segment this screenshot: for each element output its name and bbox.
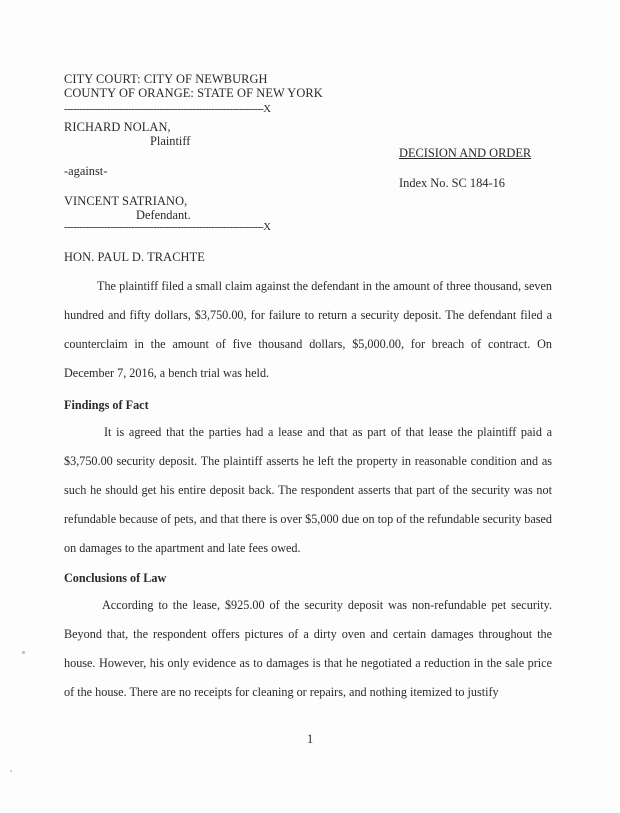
conclusions-paragraph (64, 591, 552, 707)
against-label: -against- (64, 164, 108, 178)
plaintiff-role: Plaintiff (150, 134, 191, 148)
scan-speck (10, 770, 12, 772)
page-number: 1 (307, 732, 314, 746)
caption-divider-bottom: -----------------------------------------------------------------X (64, 221, 271, 233)
court-name: CITY COURT: CITY OF NEWBURGH (64, 72, 268, 86)
scan-speck (22, 651, 25, 654)
conclusions-heading: Conclusions of Law (64, 571, 167, 585)
findings-heading: Findings of Fact (64, 398, 149, 412)
intro-paragraph (64, 272, 552, 388)
caption-divider-top: -----------------------------------------------------------------X (64, 103, 271, 115)
findings-text: It is agreed that the parties had a lease and that as part of that lease the plaintiff paid a $3,750.00 security deposit. The plaintiff asserts he left the property in reasonable condition and as such he should get his entire deposit back. The respondent asserts that part of the security was not refundable because of pets, and that there is over $5,000 due on top of the refundable security based on damages to the apartment and late fees owed. (64, 425, 552, 555)
findings-paragraph (64, 418, 552, 563)
document-title: DECISION AND ORDER (399, 146, 532, 160)
judge-name: HON. PAUL D. TRACHTE (64, 250, 205, 264)
intro-text: The plaintiff filed a small claim against the defendant in the amount of three thousand, seven hundred and fifty dollars, $3,750.00, for failure to return a security deposit. The defendant filed a counterclaim in the amount of five thousand dollars, $5,000.00, for breach of contract. On December 7, 2016, a bench trial was held. (64, 279, 552, 380)
conclusions-text: According to the lease, $925.00 of the security deposit was non-refundable pet security. Beyond that, the respondent offers pictures of a dirty oven and certain damages throughout the house. However, his only evidence as to damages is that he negotiated a reduction in the sale price of the house. There are no receipts for cleaning or repairs, and nothing itemized to justify (64, 598, 552, 699)
court-county: COUNTY OF ORANGE: STATE OF NEW YORK (64, 86, 323, 100)
defendant-role: Defendant. (136, 208, 191, 222)
defendant-name: VINCENT SATRIANO, (64, 194, 188, 208)
plaintiff-name: RICHARD NOLAN, (64, 120, 171, 134)
index-number: Index No. SC 184-16 (399, 176, 506, 190)
